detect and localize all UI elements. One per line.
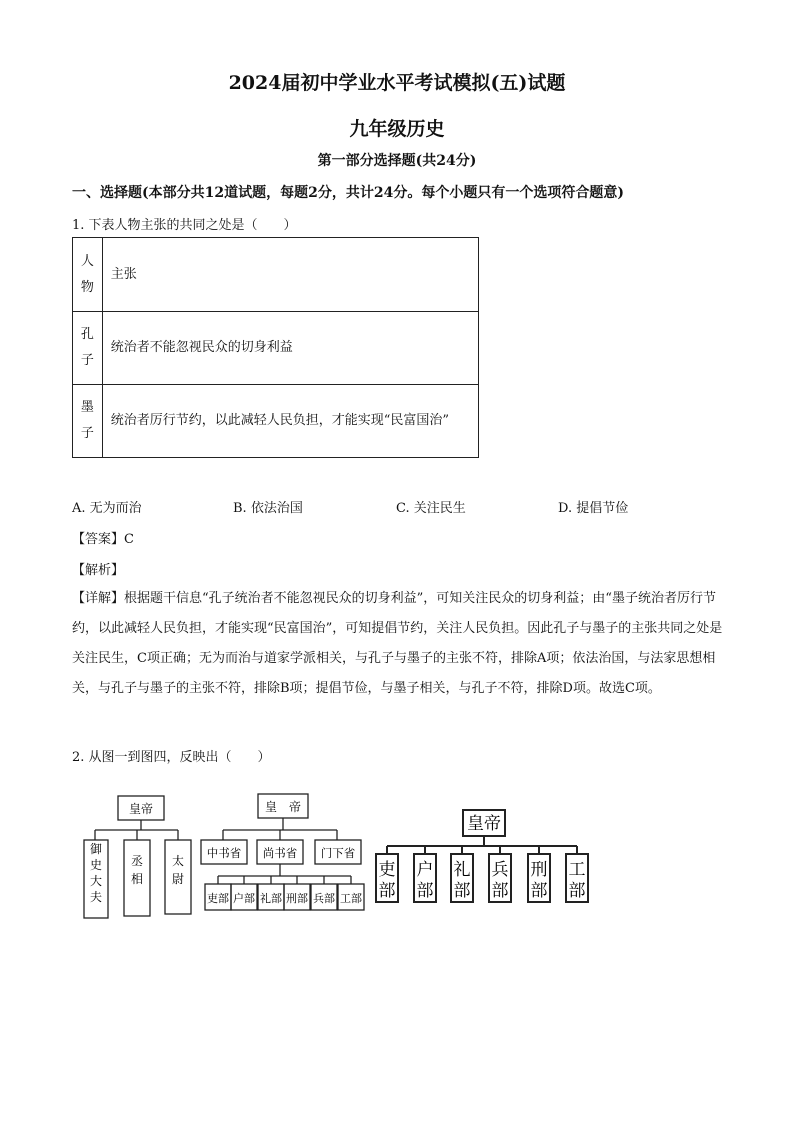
d2-level3-3: 礼部 <box>260 892 282 905</box>
option-c: C. 关注民生 <box>396 501 466 516</box>
q2-stem: 2. 从图一到图四，反映出（ ） <box>72 750 271 765</box>
detail-label: 【详解】 <box>72 591 125 606</box>
table-cell-claim: 统治者厉行节约，以此减轻人民负担，才能实现“民富国治” <box>102 385 478 458</box>
d2-top-label: 皇 帝 <box>264 800 302 814</box>
answer-label: 【答案】 <box>72 532 125 547</box>
option-d: D. 提倡节俭 <box>558 501 629 516</box>
table-cell-claim: 统治者不能忽视民众的切身利益 <box>102 312 478 385</box>
d3-child-4: 兵部 <box>491 860 509 901</box>
d3-child-3: 礼部 <box>453 860 471 901</box>
d2-level3-4: 刑部 <box>286 892 308 905</box>
subject-title: 九年级历史 <box>349 118 445 140</box>
q1-table <box>72 237 479 458</box>
detail-paragraph <box>72 584 732 704</box>
d1-top-label: 皇帝 <box>128 802 154 816</box>
answer-value: C <box>124 532 134 547</box>
d2-level2-1: 中书省 <box>206 846 242 860</box>
table-cell-claim: 主张 <box>102 238 478 312</box>
section-heading: 一、选择题(本部分共12道试题，每题2分，共计24分。每个小题只有一个选项符合题意) <box>72 185 624 201</box>
table-row <box>73 385 479 458</box>
q2-diagrams <box>0 780 794 930</box>
answer-line <box>72 528 134 547</box>
d3-child-1: 吏部 <box>378 860 396 901</box>
detail-text: 根据题干信息“孔子统治者不能忽视民众的切身利益”，可知关注民众的切身利益；由“墨子统治者厉行节约，以此减轻人民负担，才能实现“民富国治”，可知提倡节约，关注人民负担。因此孔子与墨子的主张共同之处是关注民生，C项正确；无为而治与道家学派相关，与孔子与墨子的主张不符，排除A项；依法治国，与法家思想相关，与孔子与墨子的主张不符，排除B项；提倡节俭，与墨子相关，与孔子不符，排除D项。故选C项。 <box>72 591 723 696</box>
table-row <box>73 238 479 312</box>
q1-stem: 1. 下表人物主张的共同之处是（ ） <box>72 218 297 233</box>
d2-level3-1: 吏部 <box>207 892 229 905</box>
d1-child-3: 太尉 <box>171 854 185 886</box>
d3-child-5: 刑部 <box>530 860 548 901</box>
option-b: B. 依法治国 <box>233 501 303 516</box>
d2-level3-5: 兵部 <box>313 892 335 905</box>
d2-level2-3: 门下省 <box>320 846 356 860</box>
d3-child-2: 户部 <box>416 860 434 901</box>
option-a: A. 无为而治 <box>72 501 142 516</box>
table-cell-person: 墨 子 <box>73 385 103 458</box>
exam-title: 2024届初中学业水平考试模拟(五)试题 <box>228 72 566 94</box>
d2-level3-6: 工部 <box>340 892 362 905</box>
analysis-label: 【解析】 <box>72 563 125 578</box>
table-cell-person: 孔 子 <box>73 312 103 385</box>
part-title: 第一部分选择题(共24分) <box>317 153 477 169</box>
d2-level2-2: 尚书省 <box>262 846 298 860</box>
d3-child-6: 工部 <box>568 860 586 901</box>
d1-child-1: 御史大夫 <box>89 842 103 904</box>
d2-level3-2: 户部 <box>233 892 255 905</box>
d1-child-2: 丞相 <box>130 854 144 886</box>
table-cell-person: 人 物 <box>73 238 103 312</box>
d3-top-label: 皇帝 <box>467 814 501 834</box>
table-row <box>73 312 479 385</box>
